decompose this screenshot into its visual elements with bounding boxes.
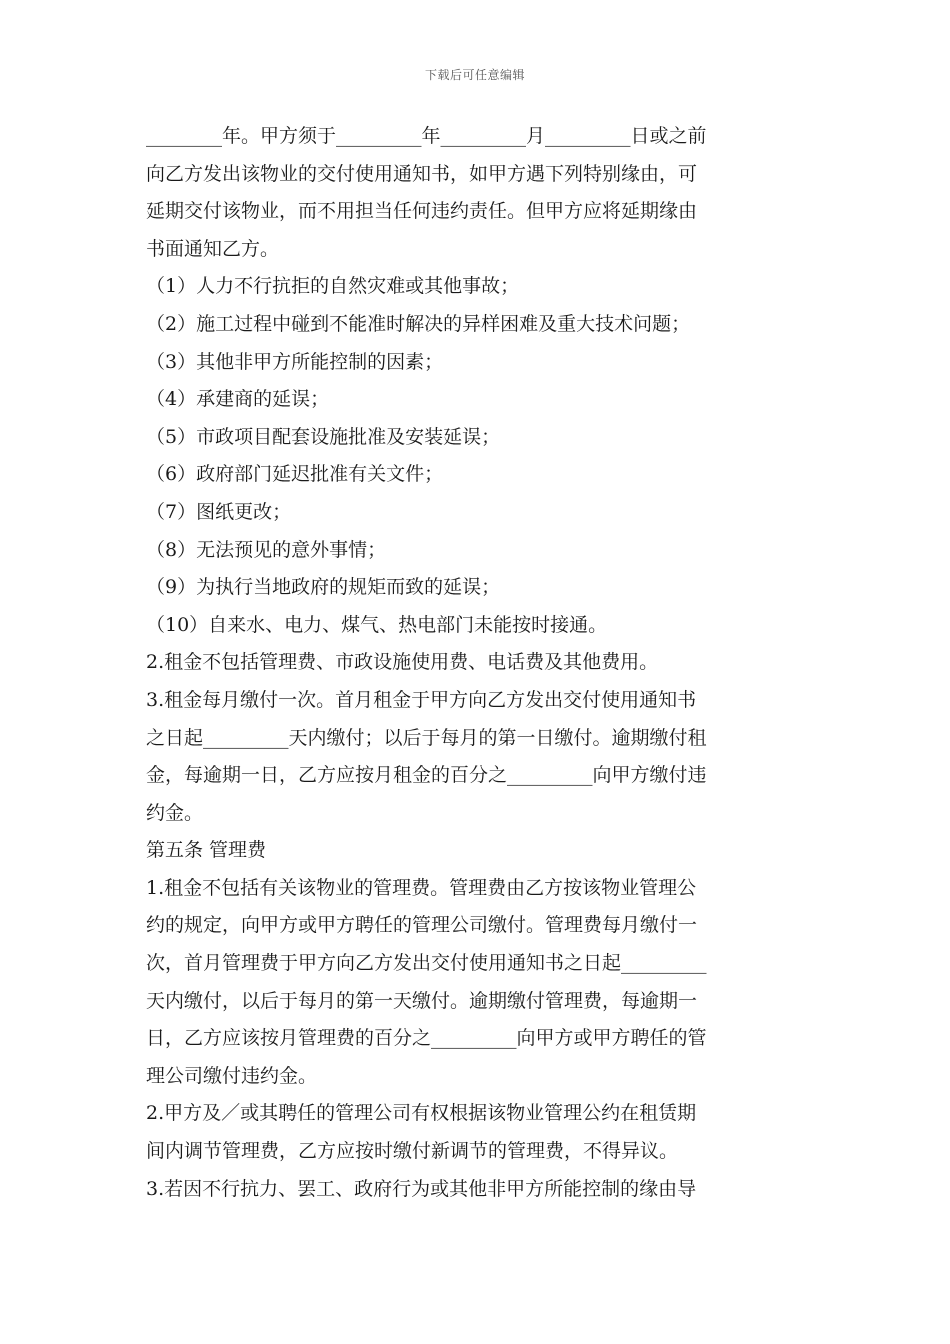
text-line: 天内缴付，以后于每月的第一天缴付。逾期缴付管理费，每逾期一 bbox=[146, 989, 698, 1012]
document-body bbox=[146, 118, 810, 1208]
text-line: 金，每逾期一日，乙方应按月租金的百分之_________向甲方缴付违 bbox=[146, 764, 707, 787]
text-line: （7）图纸更改； bbox=[146, 500, 292, 523]
text-line: （5）市政项目配套设施批准及安装延误； bbox=[146, 425, 501, 448]
text-line: 书面通知乙方。 bbox=[146, 237, 280, 260]
text-line: 间内调节管理费，乙方应按时缴付新调节的管理费，不得异议。 bbox=[146, 1140, 679, 1163]
text-line: 约的规定，向甲方或甲方聘任的管理公司缴付。管理费每月缴付一 bbox=[146, 914, 698, 937]
text-line: （8）无法预见的意外事情； bbox=[146, 538, 387, 561]
text-line: （1）人力不行抗拒的自然灾难或其他事故； bbox=[146, 275, 520, 298]
text-line: 2.甲方及／或其聘任的管理公司有权根据该物业管理公约在租赁期 bbox=[146, 1102, 697, 1125]
text-line: 日，乙方应该按月管理费的百分之_________向甲方或甲方聘任的管 bbox=[146, 1027, 707, 1050]
text-line: 第五条 管理费 bbox=[146, 839, 267, 862]
page-header: 下载后可任意编辑 bbox=[424, 68, 525, 82]
text-line: 次，首月管理费于甲方向乙方发出交付使用通知书之日起_________ bbox=[146, 952, 707, 975]
text-line: 3.租金每月缴付一次。首月租金于甲方向乙方发出交付使用通知书 bbox=[146, 688, 697, 711]
text-line: 向乙方发出该物业的交付使用通知书，如甲方遇下列特别缘由，可 bbox=[146, 162, 698, 185]
text-line: （6）政府部门延迟批准有关文件； bbox=[146, 463, 444, 486]
text-line: ________年。甲方须于_________年_________月_________日或之前 bbox=[146, 125, 707, 147]
text-line: （9）为执行当地政府的规矩而致的延误； bbox=[146, 576, 501, 599]
text-line: 3.若因不行抗力、罢工、政府行为或其他非甲方所能控制的缘由导 bbox=[146, 1177, 697, 1200]
text-line: 理公司缴付违约金。 bbox=[146, 1064, 318, 1087]
text-line: （2）施工过程中碰到不能准时解决的异样困难及重大技术问题； bbox=[146, 312, 691, 335]
text-line: （3）其他非甲方所能控制的因素； bbox=[146, 350, 444, 373]
text-line: 1.租金不包括有关该物业的管理费。管理费由乙方按该物业管理公 bbox=[146, 876, 697, 899]
text-line: 延期交付该物业，而不用担当任何违约责任。但甲方应将延期缘由 bbox=[146, 200, 698, 223]
text-line: 之日起_________天内缴付；以后于每月的第一日缴付。逾期缴付租 bbox=[146, 726, 707, 749]
text-line: 约金。 bbox=[146, 801, 204, 824]
text-line: （4）承建商的延误； bbox=[146, 388, 330, 411]
text-line: （10）自来水、电力、煤气、热电部门未能按时接通。 bbox=[146, 613, 608, 636]
text-line: 2.租金不包括管理费、市政设施使用费、电话费及其他费用。 bbox=[146, 651, 659, 674]
